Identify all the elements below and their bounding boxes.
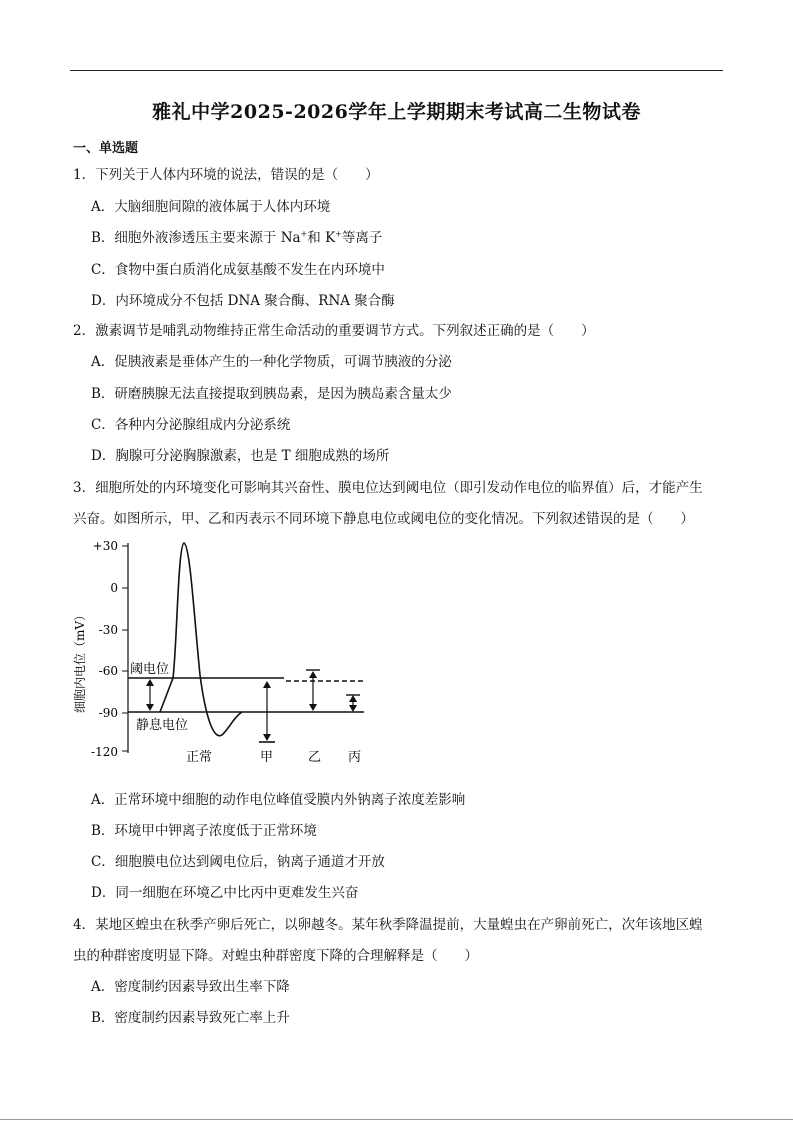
tick-label: -90	[98, 706, 118, 720]
page-title: 雅礼中学2025-2026学年上学期期末考试高二生物试卷	[152, 101, 641, 123]
resting-label: 静息电位	[136, 718, 189, 733]
q2-option-a[interactable]: A．促胰液素是垂体产生的一种化学物质，可调节胰液的分泌	[91, 354, 452, 370]
threshold-label: 阈电位	[130, 662, 170, 677]
q1-option-b[interactable]	[91, 226, 382, 246]
tick-label: -30	[98, 623, 118, 637]
q2-option-d[interactable]: D．胸腺可分泌胸腺激素，也是 T 细胞成熟的场所	[91, 448, 390, 464]
membrane-potential-chart	[70, 535, 380, 767]
q1-stem: 1．下列关于人体内环境的说法，错误的是（ ）	[73, 167, 379, 183]
category-label-jia: 甲	[260, 750, 274, 765]
q4-stem-line2: 虫的种群密度明显下降。对蝗虫种群密度下降的合理解释是（ ）	[73, 948, 478, 964]
potassium-charge: +	[335, 229, 342, 239]
q1-option-d[interactable]: D．内环境成分不包括 DNA 聚合酶、RNA 聚合酶	[91, 293, 395, 309]
section-heading: 一、单选题	[73, 141, 139, 156]
q2-option-b[interactable]: B．研磨胰腺无法直接提取到胰岛素，是因为胰岛素含量太少	[91, 386, 452, 402]
sodium-charge: +	[300, 229, 308, 239]
header-rule	[70, 70, 723, 71]
q1-option-a[interactable]: A．大脑细胞间隙的液体属于人体内环境	[91, 199, 331, 215]
q4-option-b[interactable]: B．密度制约因素导致死亡率上升	[91, 1010, 290, 1026]
q3-option-a[interactable]: A．正常环境中细胞的动作电位峰值受膜内外钠离子浓度差影响	[91, 792, 466, 808]
q2-option-c[interactable]: C．各种内分泌腺组成内分泌系统	[91, 417, 291, 433]
category-label-yi: 乙	[308, 750, 322, 765]
y-axis-label: 细胞内电位（mV）	[73, 608, 87, 713]
q3-option-d[interactable]: D．同一细胞在环境乙中比丙中更难发生兴奋	[91, 885, 359, 901]
q1-option-b-text-mid: 和 K	[307, 230, 336, 246]
category-label-normal: 正常	[186, 750, 213, 765]
action-potential-curve	[160, 543, 242, 736]
q4-option-a[interactable]: A．密度制约因素导致出生率下降	[91, 979, 290, 995]
q4-stem-line1: 4．某地区蝗虫在秋季产卵后死亡，以卵越冬。某年秋季降温提前，大量蝗虫在产卵前死亡，次年该地区蝗	[73, 917, 703, 933]
q3-stem-line2: 兴奋。如图所示，甲、乙和丙表示不同环境下静息电位或阈电位的变化情况。下列叙述错误的是（ ）	[73, 511, 694, 527]
q1-option-c[interactable]: C．食物中蛋白质消化成氨基酸不发生在内环境中	[91, 262, 385, 278]
q3-option-c[interactable]: C．细胞膜电位达到阈电位后，钠离子通道才开放	[91, 854, 385, 870]
category-label-bing: 丙	[348, 750, 362, 765]
q3-option-b[interactable]: B．环境甲中钾离子浓度低于正常环境	[91, 823, 317, 839]
q1-option-b-text-end: 等离子	[341, 230, 383, 246]
footer-rule	[0, 1119, 793, 1120]
tick-label: -60	[98, 664, 118, 678]
q1-option-b-text: B．细胞外液渗透压主要来源于 Na	[91, 230, 301, 246]
q2-stem: 2．激素调节是哺乳动物维持正常生命活动的重要调节方式。下列叙述正确的是（ ）	[73, 323, 595, 339]
tick-label: +30	[92, 539, 118, 553]
q3-stem-line1: 3．细胞所处的内环境变化可影响其兴奋性、膜电位达到阈电位（即引发动作电位的临界值）后，才能产生	[73, 480, 703, 496]
tick-label: 0	[110, 581, 118, 595]
tick-label: -120	[91, 745, 118, 759]
